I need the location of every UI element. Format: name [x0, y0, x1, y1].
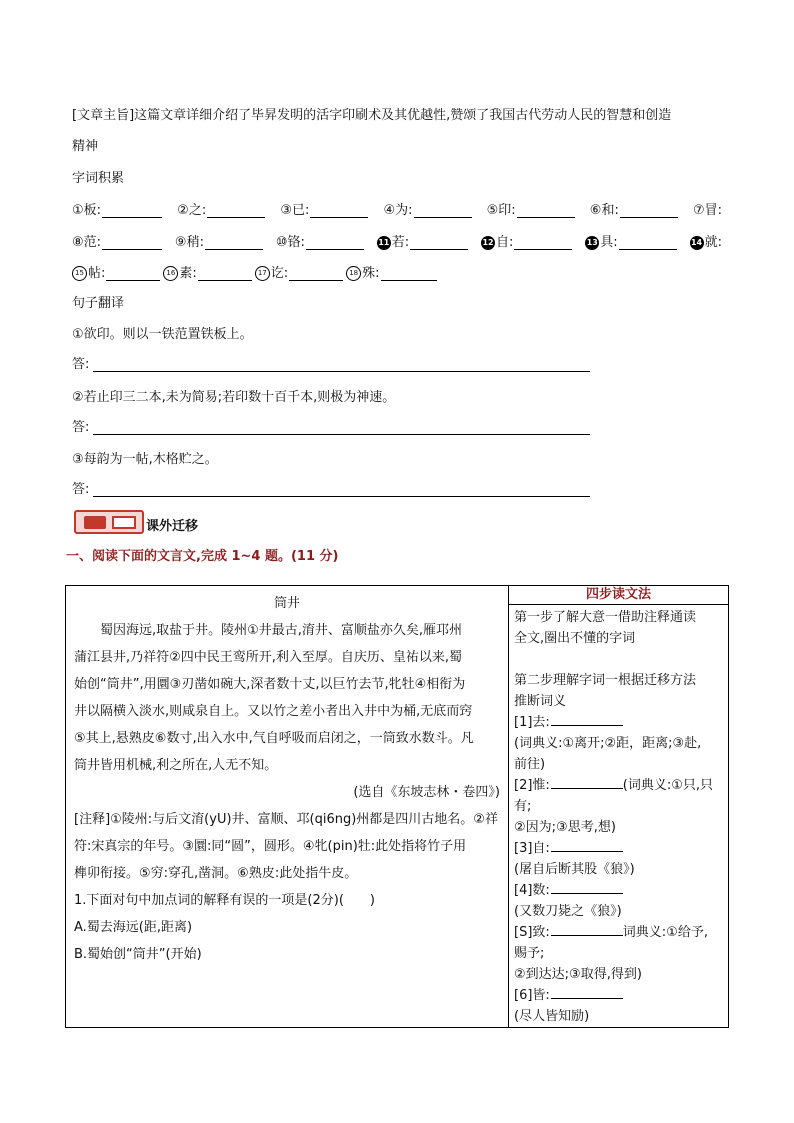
fill-blank[interactable] [410, 235, 468, 250]
passage-title: 筒井 [273, 596, 300, 611]
fill-blank[interactable] [514, 235, 572, 250]
fill-blank[interactable] [414, 203, 472, 218]
notes-line: [注释]①陵州:与后文淯(yU)井、富顺、邛(qi6ng)州都是四川古地名。②祥 [74, 812, 498, 827]
translation-sentence: ②若止印三二本,未为简易;若印数十百千本,则极为神速。 [72, 390, 396, 405]
passage-line: ⑤其上,悬熟皮⑥数寸,出入水中,气自呼吸而启闭之，一筒致水数斗。凡 [74, 731, 474, 746]
vocab-item: ⑤ 印: [487, 198, 575, 218]
translation-sentence: ③每韵为一帖,木格贮之。 [72, 452, 218, 467]
method-item-note: ②到达达;③取得,得到) [514, 967, 642, 982]
step-line: 第二步理解字词一根据迁移方法 [514, 673, 697, 688]
passage-line: 始创“筒井”,用圜③刃凿如碗大,深者数十丈,以巨竹去节,牝牡④相衔为 [74, 677, 466, 692]
answer-field[interactable] [93, 359, 590, 372]
fill-blank[interactable] [619, 235, 677, 250]
vocab-item: ④ 为: [383, 198, 471, 218]
method-item-note: (屠自后断其股《狼》) [514, 862, 635, 877]
section-header [74, 510, 198, 534]
vocab-item: 17 讫: [255, 261, 343, 281]
question-1: 1.下面对句中加点词的解释有误的一项是(2分)( ) [74, 893, 375, 908]
vocab-item: 15 帖: [72, 261, 160, 281]
fill-blank[interactable] [102, 203, 162, 218]
fill-blank[interactable] [551, 712, 623, 726]
passage-cell [66, 586, 509, 1028]
vocab-row-1 [72, 198, 722, 218]
fill-blank[interactable] [551, 880, 623, 894]
method-cell [509, 586, 729, 1028]
fill-blank[interactable] [551, 838, 623, 852]
fill-blank[interactable] [381, 266, 437, 281]
answer-field[interactable] [93, 484, 590, 497]
summary-line-1: [文章主旨]这篇文章详细介绍了毕昇发明的活字印刷术及其优越性,赞颂了我国古代劳动人民的智慧和创造 [72, 108, 672, 123]
vocab-item: ③ 已: [280, 198, 368, 218]
notes-line: 符:宋真宗的年号。③圜:同“圆”，圆形。④牝(pin)牡:此处指将竹子用 [74, 839, 467, 854]
vocab-row-3 [72, 261, 722, 281]
fill-blank[interactable] [207, 203, 265, 218]
method-heading: 四步读文法 [509, 586, 728, 605]
translation-heading: 句子翻译 [72, 296, 125, 311]
book-icon [74, 510, 144, 534]
section-title: 课外迁移 [146, 519, 199, 534]
method-item-note: 赐予; [514, 946, 545, 961]
summary-line-2: 精神 [72, 139, 99, 154]
fill-blank[interactable] [289, 266, 343, 281]
vocab-item: ① 板: [72, 198, 162, 218]
fill-blank[interactable] [551, 922, 623, 936]
method-item-note: (尽人皆知励) [514, 1009, 590, 1024]
vocab-item: ⑩ 铬: [276, 230, 364, 250]
method-item: [3]自: [514, 838, 724, 859]
method-item-note: (词典义:①离开;②距，距离;③赴, [514, 736, 702, 751]
option-a[interactable]: A.蜀去海远(距,距离) [74, 920, 193, 935]
vocab-item: ② 之: [177, 198, 265, 218]
passage-line: 蜀因海远,取盐于井。陵州①井最古,淯井、富顺盐亦久矣,雁邛州 [100, 623, 463, 638]
vocab-item: ⑥ 和: [590, 198, 678, 218]
passage-line: 井以隔横入淡水,则咸泉自上。又以竹之差小者出入井中为桶,无底而窍 [74, 704, 473, 719]
reading-table [65, 585, 729, 1028]
vocab-row-2 [72, 230, 722, 250]
fill-blank[interactable] [620, 203, 678, 218]
vocab-item: 16 素: [163, 261, 251, 281]
vocab-heading: 字词积累 [72, 171, 125, 186]
vocab-item: 11 若: [377, 230, 468, 250]
method-item: [2]惟: (词典义:①只,只 [514, 775, 724, 796]
fill-blank[interactable] [198, 266, 252, 281]
question-intro: 一、阅读下面的文言文,完成 1~4 题。(11 分) [66, 549, 339, 564]
method-item-note: ②因为;③思考,想) [514, 820, 616, 835]
method-item-note: (又数刀毙之《狼》) [514, 904, 622, 919]
answer-line: 答: [72, 353, 590, 372]
method-item: [S]致: 词典义:①给予, [514, 922, 724, 943]
passage-line: 筒井皆用机械,利之所在,人无不知。 [74, 758, 278, 773]
passage-line: 蒲江县井,乃祥符②四中民王鸾所开,利入至厚。自庆历、皇祐以来,蜀 [74, 650, 463, 665]
method-item: [4]数: [514, 880, 724, 901]
translation-sentence: ①欲印。则以一铁范置铁板上。 [72, 327, 253, 342]
vocab-item: 14 就: [690, 235, 722, 250]
vocab-item: 18 殊: [346, 261, 436, 281]
step-line: 推断词义 [514, 694, 567, 709]
fill-blank[interactable] [551, 775, 623, 789]
fill-blank[interactable] [310, 203, 368, 218]
method-item-note: 有; [514, 799, 532, 814]
fill-blank[interactable] [551, 985, 623, 999]
answer-line: 答: [72, 478, 590, 497]
passage-source: (选自《东坡志林・卷四》) [353, 785, 500, 800]
fill-blank[interactable] [306, 235, 364, 250]
vocab-item: ⑧ 范: [72, 230, 162, 250]
vocab-item: 13 具: [585, 230, 676, 250]
notes-line: 榫卯衔接。⑤穷:穿孔,凿洞。⑥熟皮:此处指牛皮。 [74, 866, 358, 881]
fill-blank[interactable] [102, 235, 162, 250]
answer-line: 答: [72, 416, 590, 435]
fill-blank[interactable] [106, 266, 160, 281]
option-b[interactable]: B.蜀始创“筒井”(开始) [74, 947, 202, 962]
method-item: [1]去: [514, 712, 724, 733]
answer-field[interactable] [93, 422, 590, 435]
fill-blank[interactable] [517, 203, 575, 218]
vocab-item: ⑨ 稍: [175, 230, 263, 250]
step-line: 第一步了解大意一借助注释通读 [514, 610, 697, 625]
method-item: [6]皆: [514, 985, 724, 1006]
vocab-item: 12 自: [481, 230, 572, 250]
vocab-item: ⑦ 冒: [692, 203, 722, 218]
step-line: 全文,圈出不懂的字词 [514, 631, 636, 646]
fill-blank[interactable] [205, 235, 263, 250]
method-item-note: 前往) [514, 757, 546, 772]
